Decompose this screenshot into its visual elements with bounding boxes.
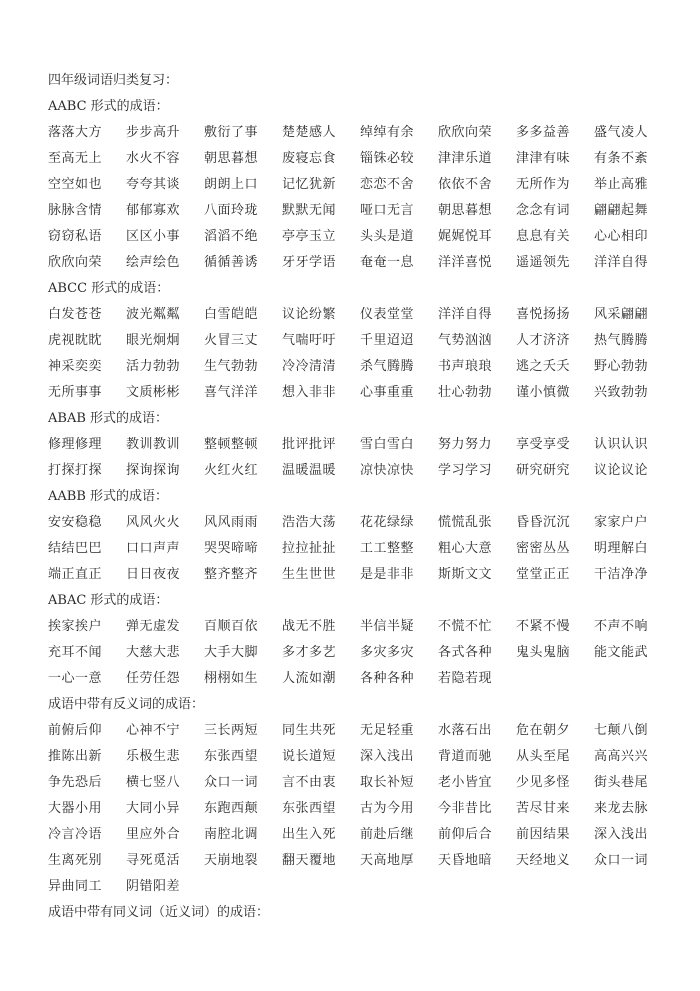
idiom-item: 朗朗上口 <box>204 177 259 192</box>
idiom-item: 天崩地裂 <box>204 853 259 868</box>
idiom-item: 空空如也 <box>48 177 103 192</box>
idiom-item: 白雪皑皑 <box>204 307 259 322</box>
idiom-item: 结结巴巴 <box>48 541 103 556</box>
idiom-item: 学习学习 <box>438 463 493 478</box>
idiom-item: 哑口无言 <box>360 203 415 218</box>
idiom-item: 同生共死 <box>282 723 337 738</box>
idiom-item: 口口声声 <box>126 541 181 556</box>
idiom-item: 教训教训 <box>126 437 181 452</box>
idiom-item: 无所事事 <box>48 385 103 400</box>
idiom-item: 探询探询 <box>126 463 181 478</box>
idiom-item: 逃之夭夭 <box>516 359 571 374</box>
idiom-item: 娓娓悦耳 <box>438 229 493 244</box>
idiom-item: 神采奕奕 <box>48 359 103 374</box>
idiom-item: 花花绿绿 <box>360 515 415 530</box>
idiom-item: 洋洋自得 <box>594 255 649 270</box>
idiom-item: 锱铢必较 <box>360 151 415 166</box>
idiom-item: 不紧不慢 <box>516 619 571 634</box>
idiom-item: 水火不容 <box>126 151 181 166</box>
idiom-item: 书声琅琅 <box>438 359 493 374</box>
idiom-item: 来龙去脉 <box>594 801 649 816</box>
idiom-item: 苦尽甘来 <box>516 801 571 816</box>
idiom-item: 挨家挨户 <box>48 619 103 634</box>
idiom-item: 气喘吁吁 <box>282 333 337 348</box>
idiom-item: 生生世世 <box>282 567 337 582</box>
idiom-item: 想入非非 <box>282 385 337 400</box>
idiom-item: 水落石出 <box>438 723 493 738</box>
idiom-item: 无所作为 <box>516 177 571 192</box>
idiom-item: 脉脉含情 <box>48 203 103 218</box>
idiom-item: 研究研究 <box>516 463 571 478</box>
idiom-item: 翩翩起舞 <box>594 203 649 218</box>
idiom-item: 粗心大意 <box>438 541 493 556</box>
idiom-item: 奄奄一息 <box>360 255 415 270</box>
idiom-item: 整顿整顿 <box>204 437 259 452</box>
idiom-item: 天经地义 <box>516 853 571 868</box>
idiom-item: 喜气洋洋 <box>204 385 259 400</box>
section-heading: AABC 形式的成语： <box>48 99 169 114</box>
idiom-item: 弹无虚发 <box>126 619 181 634</box>
idiom-item: 至高无上 <box>48 151 103 166</box>
idiom-item: 东张西望 <box>282 801 337 816</box>
idiom-item: 明理解白 <box>594 541 649 556</box>
idiom-grid <box>48 614 658 692</box>
section-heading: 成语中带有同义词（近义词）的成语： <box>48 905 270 920</box>
idiom-item: 安安稳稳 <box>48 515 103 530</box>
idiom-item: 前仰后合 <box>438 827 493 842</box>
idiom-item: 步步高升 <box>126 125 181 140</box>
idiom-item: 努力努力 <box>438 437 493 452</box>
idiom-item: 乐极生悲 <box>126 749 181 764</box>
idiom-item: 整齐整齐 <box>204 567 259 582</box>
idiom-item: 前俯后仰 <box>48 723 103 738</box>
idiom-grid <box>48 120 658 276</box>
idiom-item: 斯斯文文 <box>438 567 493 582</box>
idiom-item: 异曲同工 <box>48 879 103 894</box>
idiom-item: 认识认识 <box>594 437 649 452</box>
idiom-item: 心神不宁 <box>126 723 181 738</box>
idiom-item: 风采翩翩 <box>594 307 649 322</box>
idiom-item: 寻死觅活 <box>126 853 181 868</box>
idiom-item: 任劳任怨 <box>126 671 181 686</box>
idiom-grid <box>48 718 658 900</box>
sections-container <box>48 94 658 926</box>
idiom-item: 活力勃勃 <box>126 359 181 374</box>
idiom-item: 谨小慎微 <box>516 385 571 400</box>
idiom-item: 南腔北调 <box>204 827 259 842</box>
idiom-item: 温暖温暖 <box>282 463 337 478</box>
idiom-item: 欣欣向荣 <box>438 125 493 140</box>
idiom-item: 仪表堂堂 <box>360 307 415 322</box>
idiom-item: 街头巷尾 <box>594 775 649 790</box>
idiom-item: 兴致勃勃 <box>594 385 649 400</box>
idiom-item: 洋洋喜悦 <box>438 255 493 270</box>
idiom-item: 热气腾腾 <box>594 333 649 348</box>
idiom-item: 高高兴兴 <box>594 749 649 764</box>
idiom-item: 火冒三丈 <box>204 333 259 348</box>
idiom-item: 日日夜夜 <box>126 567 181 582</box>
idiom-item: 大同小异 <box>126 801 181 816</box>
idiom-item: 火红火红 <box>204 463 259 478</box>
idiom-item: 不慌不忙 <box>438 619 493 634</box>
idiom-item: 敷衍了事 <box>204 125 259 140</box>
idiom-item: 绘声绘色 <box>126 255 181 270</box>
idiom-item: 前因结果 <box>516 827 571 842</box>
document-title: 四年级词语归类复习： <box>48 73 179 88</box>
idiom-item: 人才济济 <box>516 333 571 348</box>
idiom-item: 密密丛丛 <box>516 541 571 556</box>
idiom-item: 古为今用 <box>360 801 415 816</box>
idiom-item: 端正直正 <box>48 567 103 582</box>
idiom-item: 里应外合 <box>126 827 181 842</box>
idiom-item: 推陈出新 <box>48 749 103 764</box>
idiom-item: 东张西望 <box>204 749 259 764</box>
idiom-item: 前赴后继 <box>360 827 415 842</box>
idiom-item: 言不由衷 <box>282 775 337 790</box>
idiom-item: 雪白雪白 <box>360 437 415 452</box>
idiom-item: 深入浅出 <box>360 749 415 764</box>
idiom-item: 白发苍苍 <box>48 307 103 322</box>
idiom-item: 众口一词 <box>594 853 649 868</box>
idiom-item: 东跑西颠 <box>204 801 259 816</box>
idiom-item: 息息有关 <box>516 229 571 244</box>
idiom-item: 背道而驰 <box>438 749 493 764</box>
idiom-item: 洋洋自得 <box>438 307 493 322</box>
idiom-item: 冷冷清清 <box>282 359 337 374</box>
idiom-item: 壮心勃勃 <box>438 385 493 400</box>
idiom-item: 波光粼粼 <box>126 307 181 322</box>
idiom-item: 多灾多灾 <box>360 645 415 660</box>
idiom-item: 议论议论 <box>594 463 649 478</box>
idiom-item: 人流如潮 <box>282 671 337 686</box>
idiom-item: 深入浅出 <box>594 827 649 842</box>
idiom-item: 滔滔不绝 <box>204 229 259 244</box>
idiom-item: 翻天覆地 <box>282 853 337 868</box>
idiom-item: 横七竖八 <box>126 775 181 790</box>
idiom-item: 栩栩如生 <box>204 671 259 686</box>
idiom-item: 心事重重 <box>360 385 415 400</box>
idiom-item: 记忆犹新 <box>282 177 337 192</box>
idiom-item: 风风火火 <box>126 515 181 530</box>
idiom-item: 争先恐后 <box>48 775 103 790</box>
idiom-item: 老小皆宜 <box>438 775 493 790</box>
idiom-item: 天昏地暗 <box>438 853 493 868</box>
idiom-item: 楚楚感人 <box>282 125 337 140</box>
idiom-item: 文质彬彬 <box>126 385 181 400</box>
idiom-item: 生离死别 <box>48 853 103 868</box>
idiom-item: 众口一词 <box>204 775 259 790</box>
idiom-item: 野心勃勃 <box>594 359 649 374</box>
idiom-item: 修理修理 <box>48 437 103 452</box>
idiom-item: 一心一意 <box>48 671 103 686</box>
idiom-item: 家家户户 <box>594 515 649 530</box>
idiom-item: 喜悦扬扬 <box>516 307 571 322</box>
idiom-item: 默默无闻 <box>282 203 337 218</box>
idiom-grid <box>48 432 658 484</box>
idiom-item: 取长补短 <box>360 775 415 790</box>
idiom-item: 心心相印 <box>594 229 649 244</box>
idiom-item: 亭亭玉立 <box>282 229 337 244</box>
idiom-item: 天高地厚 <box>360 853 415 868</box>
idiom-item: 各种各种 <box>360 671 415 686</box>
idiom-item: 大器小用 <box>48 801 103 816</box>
idiom-item: 念念有词 <box>516 203 571 218</box>
idiom-item: 三长两短 <box>204 723 259 738</box>
document-page <box>48 68 658 926</box>
idiom-item: 虎视眈眈 <box>48 333 103 348</box>
idiom-item: 凉快凉快 <box>360 463 415 478</box>
idiom-item: 半信半疑 <box>360 619 415 634</box>
section-heading: AABB 形式的成语： <box>48 489 169 504</box>
idiom-item: 是是非非 <box>360 567 415 582</box>
idiom-item: 充耳不闻 <box>48 645 103 660</box>
idiom-item: 大慈大悲 <box>126 645 181 660</box>
idiom-item: 若隐若现 <box>438 671 493 686</box>
idiom-item: 少见多怪 <box>516 775 571 790</box>
section-heading: ABAB 形式的成语： <box>48 411 169 426</box>
idiom-item: 窃窃私语 <box>48 229 103 244</box>
idiom-item: 不声不响 <box>594 619 649 634</box>
idiom-grid <box>48 510 658 588</box>
idiom-item: 出生入死 <box>282 827 337 842</box>
idiom-item: 各式各种 <box>438 645 493 660</box>
idiom-item: 无足轻重 <box>360 723 415 738</box>
idiom-item: 拉拉扯扯 <box>282 541 337 556</box>
idiom-item: 千里迢迢 <box>360 333 415 348</box>
idiom-item: 慌慌乱张 <box>438 515 493 530</box>
idiom-item: 工工整整 <box>360 541 415 556</box>
idiom-item: 八面玲珑 <box>204 203 259 218</box>
idiom-item: 津津有味 <box>516 151 571 166</box>
idiom-item: 阴错阳差 <box>126 879 181 894</box>
idiom-item: 津津乐道 <box>438 151 493 166</box>
idiom-item: 昏昏沉沉 <box>516 515 571 530</box>
idiom-item: 危在朝夕 <box>516 723 571 738</box>
idiom-item: 盛气凌人 <box>594 125 649 140</box>
section-heading: ABAC 形式的成语： <box>48 593 169 608</box>
idiom-item: 堂堂正正 <box>516 567 571 582</box>
idiom-item: 区区小事 <box>126 229 181 244</box>
section-heading: 成语中带有反义词的成语： <box>48 697 205 712</box>
section-heading: ABCC 形式的成语： <box>48 281 170 296</box>
idiom-item: 大手大脚 <box>204 645 259 660</box>
idiom-item: 享受享受 <box>516 437 571 452</box>
idiom-item: 鬼头鬼脑 <box>516 645 571 660</box>
idiom-item: 遥遥领先 <box>516 255 571 270</box>
idiom-item: 依依不舍 <box>438 177 493 192</box>
idiom-item: 打探打探 <box>48 463 103 478</box>
idiom-item: 杀气腾腾 <box>360 359 415 374</box>
idiom-item: 哭哭啼啼 <box>204 541 259 556</box>
idiom-item: 批评批评 <box>282 437 337 452</box>
idiom-item: 气势汹汹 <box>438 333 493 348</box>
idiom-item: 风风雨雨 <box>204 515 259 530</box>
idiom-item: 夸夸其谈 <box>126 177 181 192</box>
idiom-item: 冷言冷语 <box>48 827 103 842</box>
idiom-item: 恋恋不舍 <box>360 177 415 192</box>
idiom-item: 朝思暮想 <box>204 151 259 166</box>
idiom-item: 眼光炯炯 <box>126 333 181 348</box>
idiom-item: 干洁净净 <box>594 567 649 582</box>
idiom-item: 说长道短 <box>282 749 337 764</box>
idiom-item: 能文能武 <box>594 645 649 660</box>
idiom-item: 战无不胜 <box>282 619 337 634</box>
idiom-item: 七颠八倒 <box>594 723 649 738</box>
idiom-item: 多多益善 <box>516 125 571 140</box>
idiom-item: 头头是道 <box>360 229 415 244</box>
idiom-item: 百顺百依 <box>204 619 259 634</box>
idiom-item: 郁郁寡欢 <box>126 203 181 218</box>
idiom-item: 有条不紊 <box>594 151 649 166</box>
idiom-item: 从头至尾 <box>516 749 571 764</box>
idiom-item: 欣欣向荣 <box>48 255 103 270</box>
idiom-grid <box>48 302 658 406</box>
idiom-item: 举止高雅 <box>594 177 649 192</box>
idiom-item: 废寝忘食 <box>282 151 337 166</box>
idiom-item: 牙牙学语 <box>282 255 337 270</box>
idiom-item: 落落大方 <box>48 125 103 140</box>
idiom-item: 浩浩大荡 <box>282 515 337 530</box>
idiom-item: 今非昔比 <box>438 801 493 816</box>
idiom-item: 绰绰有余 <box>360 125 415 140</box>
idiom-item: 多才多艺 <box>282 645 337 660</box>
idiom-item: 议论纷繁 <box>282 307 337 322</box>
idiom-item: 朝思暮想 <box>438 203 493 218</box>
idiom-item: 生气勃勃 <box>204 359 259 374</box>
idiom-item: 循循善诱 <box>204 255 259 270</box>
